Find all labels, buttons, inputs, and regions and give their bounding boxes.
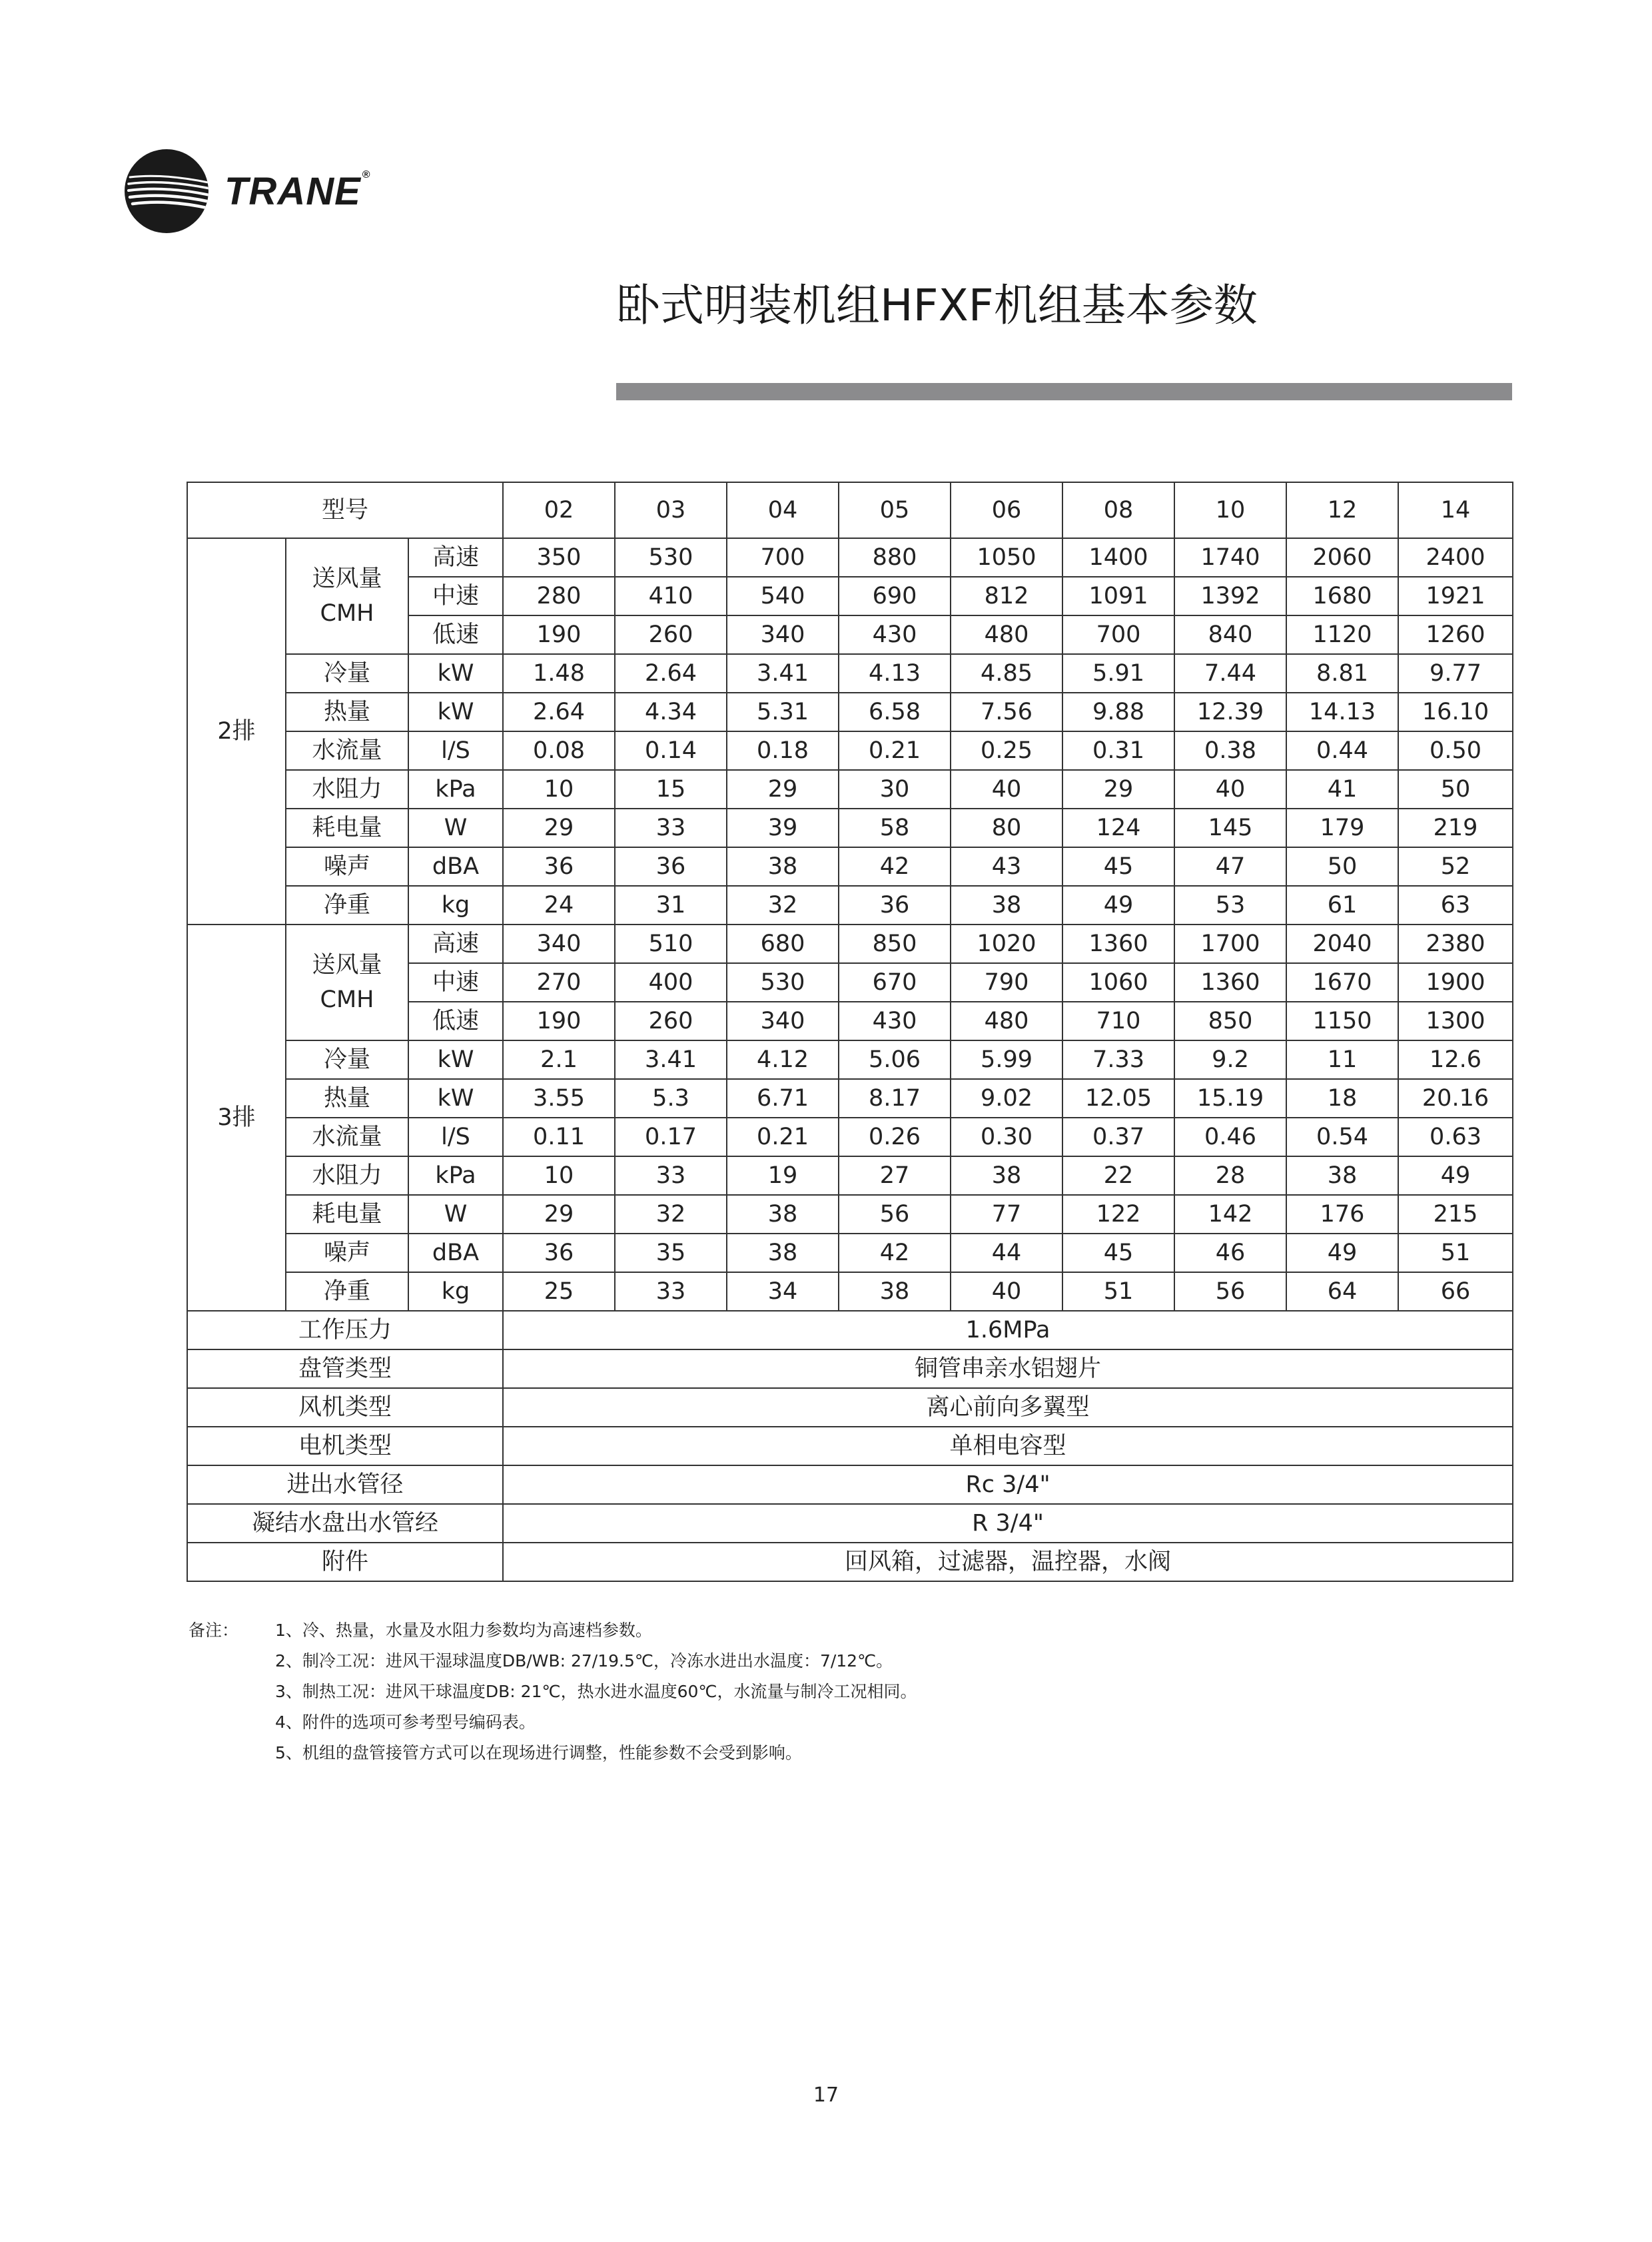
table-cell: 215 — [1398, 1195, 1513, 1234]
common-value: 铜管串亲水铝翅片 — [503, 1349, 1513, 1388]
parameter-unit: kW — [408, 693, 503, 731]
table-cell: 40 — [1174, 770, 1286, 809]
spec-table — [187, 482, 1513, 1582]
parameter-unit: dBA — [408, 847, 503, 886]
table-cell: 850 — [1174, 1002, 1286, 1040]
table-cell: 51 — [1062, 1272, 1174, 1311]
table-cell: 14.13 — [1286, 693, 1398, 731]
table-cell: 840 — [1174, 615, 1286, 654]
table-cell: 45 — [1062, 1234, 1174, 1272]
table-cell: 260 — [615, 1002, 727, 1040]
notes — [189, 1615, 917, 1768]
common-value: Rc 3/4" — [503, 1465, 1513, 1504]
parameter-label: 水流量 — [286, 731, 408, 770]
table-cell: 10 — [503, 1156, 615, 1195]
table-cell: 61 — [1286, 886, 1398, 925]
table-cell: 10 — [503, 770, 615, 809]
table-cell: 16.10 — [1398, 693, 1513, 731]
table-cell: 2380 — [1398, 925, 1513, 963]
table-cell: 430 — [839, 615, 951, 654]
table-cell: 0.25 — [951, 731, 1062, 770]
table-row — [187, 1195, 1513, 1234]
table-cell: 0.44 — [1286, 731, 1398, 770]
table-cell: 8.17 — [839, 1079, 951, 1118]
table-row — [187, 693, 1513, 731]
table-cell: 2.64 — [615, 654, 727, 693]
table-cell: 3.41 — [727, 654, 839, 693]
common-label: 风机类型 — [187, 1388, 503, 1427]
table-cell: 850 — [839, 925, 951, 963]
parameter-unit: kg — [408, 1272, 503, 1311]
table-cell: 0.30 — [951, 1118, 1062, 1156]
table-cell: 27 — [839, 1156, 951, 1195]
table-cell: 176 — [1286, 1195, 1398, 1234]
model-header-cell: 14 — [1398, 482, 1513, 538]
model-header-cell: 08 — [1062, 482, 1174, 538]
table-cell: 1921 — [1398, 577, 1513, 615]
table-cell: 4.12 — [727, 1040, 839, 1079]
table-cell: 0.08 — [503, 731, 615, 770]
table-cell: 42 — [839, 1234, 951, 1272]
table-cell: 270 — [503, 963, 615, 1002]
table-cell: 0.63 — [1398, 1118, 1513, 1156]
table-cell: 790 — [951, 963, 1062, 1002]
table-cell: 6.58 — [839, 693, 951, 731]
table-cell: 145 — [1174, 809, 1286, 847]
table-cell: 12.39 — [1174, 693, 1286, 731]
table-cell: 1300 — [1398, 1002, 1513, 1040]
table-cell: 0.18 — [727, 731, 839, 770]
table-cell: 24 — [503, 886, 615, 925]
table-row — [187, 1427, 1513, 1465]
table-row — [187, 538, 1513, 577]
table-cell: 47 — [1174, 847, 1286, 886]
common-label: 凝结水盘出水管经 — [187, 1504, 503, 1543]
parameter-label: 噪声 — [286, 847, 408, 886]
common-value: 1.6MPa — [503, 1311, 1513, 1349]
table-cell: 0.17 — [615, 1118, 727, 1156]
table-cell: 18 — [1286, 1079, 1398, 1118]
table-cell: 25 — [503, 1272, 615, 1311]
table-cell: 42 — [839, 847, 951, 886]
table-cell: 38 — [951, 886, 1062, 925]
table-cell: 40 — [951, 1272, 1062, 1311]
table-cell: 29 — [727, 770, 839, 809]
model-header-cell: 02 — [503, 482, 615, 538]
table-cell: 49 — [1062, 886, 1174, 925]
notes-list — [275, 1615, 917, 1768]
table-cell: 5.3 — [615, 1079, 727, 1118]
parameter-label: 噪声 — [286, 1234, 408, 1272]
parameter-label: 水流量 — [286, 1118, 408, 1156]
table-cell: 36 — [839, 886, 951, 925]
table-cell: 35 — [615, 1234, 727, 1272]
parameter-label: 冷量 — [286, 1040, 408, 1079]
model-header-cell: 10 — [1174, 482, 1286, 538]
table-cell: 43 — [951, 847, 1062, 886]
table-cell: 1400 — [1062, 538, 1174, 577]
table-cell: 530 — [615, 538, 727, 577]
table-cell: 19 — [727, 1156, 839, 1195]
model-header-cell: 04 — [727, 482, 839, 538]
table-cell: 9.02 — [951, 1079, 1062, 1118]
table-row — [187, 1311, 1513, 1349]
trane-logo-icon — [123, 148, 210, 234]
table-cell: 340 — [727, 615, 839, 654]
table-cell: 9.88 — [1062, 693, 1174, 731]
table-cell: 480 — [951, 615, 1062, 654]
table-row — [187, 809, 1513, 847]
table-row — [187, 1118, 1513, 1156]
page-title: 卧式明装机组HFXF机组基本参数 — [616, 280, 1258, 331]
table-row — [187, 1272, 1513, 1311]
table-cell: 219 — [1398, 809, 1513, 847]
parameter-label: 水阻力 — [286, 770, 408, 809]
common-value: 回风箱，过滤器，温控器，水阀 — [503, 1543, 1513, 1581]
notes-label: 备注： — [189, 1621, 239, 1640]
model-header-label: 型号 — [187, 482, 503, 538]
parameter-label: 耗电量 — [286, 809, 408, 847]
parameter-label: 热量 — [286, 1079, 408, 1118]
table-cell: 1.48 — [503, 654, 615, 693]
table-cell: 6.71 — [727, 1079, 839, 1118]
table-cell: 510 — [615, 925, 727, 963]
fan-speed-label: 低速 — [408, 615, 503, 654]
table-row — [187, 770, 1513, 809]
table-cell: 880 — [839, 538, 951, 577]
table-cell: 41 — [1286, 770, 1398, 809]
parameter-label: 耗电量 — [286, 1195, 408, 1234]
table-cell: 1360 — [1174, 963, 1286, 1002]
table-cell: 0.54 — [1286, 1118, 1398, 1156]
table-cell: 1060 — [1062, 963, 1174, 1002]
table-cell: 710 — [1062, 1002, 1174, 1040]
table-cell: 0.26 — [839, 1118, 951, 1156]
table-cell: 56 — [839, 1195, 951, 1234]
model-header-cell: 06 — [951, 482, 1062, 538]
fan-speed-label: 中速 — [408, 577, 503, 615]
table-cell: 1150 — [1286, 1002, 1398, 1040]
table-cell: 2.1 — [503, 1040, 615, 1079]
table-cell: 400 — [615, 963, 727, 1002]
fan-speed-label: 高速 — [408, 925, 503, 963]
table-cell: 51 — [1398, 1234, 1513, 1272]
table-cell: 480 — [951, 1002, 1062, 1040]
table-cell: 31 — [615, 886, 727, 925]
note-item: 5、机组的盘管接管方式可以在现场进行调整，性能参数不会受到影响。 — [275, 1743, 802, 1762]
parameter-unit: kPa — [408, 770, 503, 809]
table-cell: 670 — [839, 963, 951, 1002]
airflow-label-name: 送风量 — [312, 565, 382, 592]
table-cell: 690 — [839, 577, 951, 615]
table-cell: 700 — [727, 538, 839, 577]
parameter-label: 冷量 — [286, 654, 408, 693]
table-cell: 5.31 — [727, 693, 839, 731]
trane-logo — [123, 148, 371, 234]
table-cell: 15.19 — [1174, 1079, 1286, 1118]
note-item: 4、附件的选项可参考型号编码表。 — [275, 1712, 536, 1732]
note-item: 1、冷、热量，水量及水阻力参数均为高速档参数。 — [275, 1621, 652, 1640]
table-cell: 0.31 — [1062, 731, 1174, 770]
table-cell: 8.81 — [1286, 654, 1398, 693]
table-cell: 49 — [1398, 1156, 1513, 1195]
table-cell: 29 — [1062, 770, 1174, 809]
note-item: 2、制冷工况：进风干湿球温度DB/WB: 27/19.5℃，冷冻水进出水温度：7/12℃。 — [275, 1651, 893, 1671]
table-cell: 39 — [727, 809, 839, 847]
table-cell: 1091 — [1062, 577, 1174, 615]
parameter-unit: kPa — [408, 1156, 503, 1195]
table-row — [187, 1156, 1513, 1195]
table-cell: 0.38 — [1174, 731, 1286, 770]
parameter-label: 水阻力 — [286, 1156, 408, 1195]
table-cell: 7.56 — [951, 693, 1062, 731]
table-cell: 12.6 — [1398, 1040, 1513, 1079]
common-label: 电机类型 — [187, 1427, 503, 1465]
airflow-label-name: 送风量 — [312, 951, 382, 978]
table-cell: 38 — [839, 1272, 951, 1311]
table-cell: 36 — [503, 847, 615, 886]
table-cell: 812 — [951, 577, 1062, 615]
table-cell: 56 — [1174, 1272, 1286, 1311]
common-value: 单相电容型 — [503, 1427, 1513, 1465]
common-label: 工作压力 — [187, 1311, 503, 1349]
table-cell: 124 — [1062, 809, 1174, 847]
table-cell: 32 — [727, 886, 839, 925]
table-cell: 260 — [615, 615, 727, 654]
table-cell: 1670 — [1286, 963, 1398, 1002]
table-cell: 0.50 — [1398, 731, 1513, 770]
model-header-cell: 12 — [1286, 482, 1398, 538]
table-cell: 700 — [1062, 615, 1174, 654]
table-cell: 80 — [951, 809, 1062, 847]
table-cell: 45 — [1062, 847, 1174, 886]
parameter-unit: dBA — [408, 1234, 503, 1272]
table-cell: 340 — [503, 925, 615, 963]
table-cell: 33 — [615, 1156, 727, 1195]
table-cell: 12.05 — [1062, 1079, 1174, 1118]
table-cell: 9.77 — [1398, 654, 1513, 693]
table-cell: 0.11 — [503, 1118, 615, 1156]
table-row — [187, 1543, 1513, 1581]
table-cell: 36 — [503, 1234, 615, 1272]
table-cell: 0.14 — [615, 731, 727, 770]
table-cell: 1120 — [1286, 615, 1398, 654]
table-row — [187, 925, 1513, 963]
fan-speed-label: 高速 — [408, 538, 503, 577]
table-cell: 2060 — [1286, 538, 1398, 577]
table-cell: 2.64 — [503, 693, 615, 731]
table-cell: 34 — [727, 1272, 839, 1311]
parameter-unit: kW — [408, 1079, 503, 1118]
table-cell: 1900 — [1398, 963, 1513, 1002]
table-cell: 179 — [1286, 809, 1398, 847]
table-cell: 1020 — [951, 925, 1062, 963]
note-item: 3、制热工况：进风干球温度DB: 21℃，热水进水温度60℃，水流量与制冷工况相同。 — [275, 1682, 917, 1701]
table-cell: 540 — [727, 577, 839, 615]
table-row — [187, 1465, 1513, 1504]
table-cell: 142 — [1174, 1195, 1286, 1234]
table-cell: 2400 — [1398, 538, 1513, 577]
table-cell: 1360 — [1062, 925, 1174, 963]
table-cell: 38 — [951, 1156, 1062, 1195]
table-cell: 430 — [839, 1002, 951, 1040]
table-cell: 77 — [951, 1195, 1062, 1234]
table-cell: 64 — [1286, 1272, 1398, 1311]
table-cell: 50 — [1398, 770, 1513, 809]
table-cell: 190 — [503, 615, 615, 654]
table-cell: 38 — [727, 1234, 839, 1272]
common-label: 进出水管径 — [187, 1465, 503, 1504]
table-cell: 50 — [1286, 847, 1398, 886]
table-cell: 5.99 — [951, 1040, 1062, 1079]
table-cell: 1700 — [1174, 925, 1286, 963]
table-cell: 190 — [503, 1002, 615, 1040]
table-cell: 20.16 — [1398, 1079, 1513, 1118]
table-row — [187, 731, 1513, 770]
row-group-label: 3排 — [187, 925, 286, 1311]
table-cell: 122 — [1062, 1195, 1174, 1234]
table-cell: 3.55 — [503, 1079, 615, 1118]
table-cell: 4.13 — [839, 654, 951, 693]
table-cell: 5.91 — [1062, 654, 1174, 693]
table-cell: 4.85 — [951, 654, 1062, 693]
table-cell: 22 — [1062, 1156, 1174, 1195]
airflow-label — [286, 925, 408, 1040]
table-cell: 53 — [1174, 886, 1286, 925]
model-header-cell: 05 — [839, 482, 951, 538]
table-cell: 36 — [615, 847, 727, 886]
table-cell: 1740 — [1174, 538, 1286, 577]
table-cell: 4.34 — [615, 693, 727, 731]
parameter-unit: kW — [408, 654, 503, 693]
table-cell: 2040 — [1286, 925, 1398, 963]
title-underline-bar — [616, 383, 1512, 400]
table-cell: 350 — [503, 538, 615, 577]
table-cell: 32 — [615, 1195, 727, 1234]
table-cell: 7.33 — [1062, 1040, 1174, 1079]
table-cell: 30 — [839, 770, 951, 809]
table-cell: 29 — [503, 809, 615, 847]
table-row — [187, 886, 1513, 925]
table-cell: 40 — [951, 770, 1062, 809]
table-cell: 680 — [727, 925, 839, 963]
table-row — [187, 1234, 1513, 1272]
parameter-label: 热量 — [286, 693, 408, 731]
table-cell: 38 — [727, 1195, 839, 1234]
parameter-unit: W — [408, 1195, 503, 1234]
table-cell: 0.21 — [727, 1118, 839, 1156]
table-cell: 1392 — [1174, 577, 1286, 615]
table-row — [187, 1388, 1513, 1427]
table-cell: 29 — [503, 1195, 615, 1234]
table-row — [187, 1040, 1513, 1079]
table-cell: 1260 — [1398, 615, 1513, 654]
table-cell: 7.44 — [1174, 654, 1286, 693]
table-cell: 44 — [951, 1234, 1062, 1272]
common-label: 盘管类型 — [187, 1349, 503, 1388]
table-cell: 410 — [615, 577, 727, 615]
table-row — [187, 1349, 1513, 1388]
airflow-label-unit: CMH — [320, 600, 374, 627]
table-cell: 1050 — [951, 538, 1062, 577]
parameter-unit: kW — [408, 1040, 503, 1079]
airflow-label — [286, 538, 408, 654]
table-cell: 15 — [615, 770, 727, 809]
table-row — [187, 654, 1513, 693]
page-number: 17 — [813, 2083, 839, 2107]
table-cell: 66 — [1398, 1272, 1513, 1311]
table-cell: 5.06 — [839, 1040, 951, 1079]
row-group-label: 2排 — [187, 538, 286, 925]
table-cell: 530 — [727, 963, 839, 1002]
table-cell: 28 — [1174, 1156, 1286, 1195]
airflow-label-unit: CMH — [320, 986, 374, 1013]
table-cell: 0.21 — [839, 731, 951, 770]
table-cell: 58 — [839, 809, 951, 847]
table-cell: 340 — [727, 1002, 839, 1040]
table-cell: 280 — [503, 577, 615, 615]
table-cell: 33 — [615, 1272, 727, 1311]
table-cell: 1680 — [1286, 577, 1398, 615]
table-row — [187, 1079, 1513, 1118]
table-cell: 46 — [1174, 1234, 1286, 1272]
table-cell: 38 — [1286, 1156, 1398, 1195]
table-row — [187, 847, 1513, 886]
common-label: 附件 — [187, 1543, 503, 1581]
parameter-label: 净重 — [286, 1272, 408, 1311]
parameter-label: 净重 — [286, 886, 408, 925]
table-cell: 0.37 — [1062, 1118, 1174, 1156]
table-cell: 11 — [1286, 1040, 1398, 1079]
table-cell: 49 — [1286, 1234, 1398, 1272]
table-cell: 52 — [1398, 847, 1513, 886]
table-cell: 38 — [727, 847, 839, 886]
table-cell: 0.46 — [1174, 1118, 1286, 1156]
table-cell: 3.41 — [615, 1040, 727, 1079]
parameter-unit: l/S — [408, 1118, 503, 1156]
fan-speed-label: 低速 — [408, 1002, 503, 1040]
table-cell: 33 — [615, 809, 727, 847]
parameter-unit: l/S — [408, 731, 503, 770]
common-value: R 3/4" — [503, 1504, 1513, 1543]
table-header-row — [187, 482, 1513, 538]
parameter-unit: kg — [408, 886, 503, 925]
table-cell: 63 — [1398, 886, 1513, 925]
table-cell: 9.2 — [1174, 1040, 1286, 1079]
brand-name: TRANE ® — [224, 169, 371, 213]
common-value: 离心前向多翼型 — [503, 1388, 1513, 1427]
fan-speed-label: 中速 — [408, 963, 503, 1002]
model-header-cell: 03 — [615, 482, 727, 538]
parameter-unit: W — [408, 809, 503, 847]
table-row — [187, 1504, 1513, 1543]
